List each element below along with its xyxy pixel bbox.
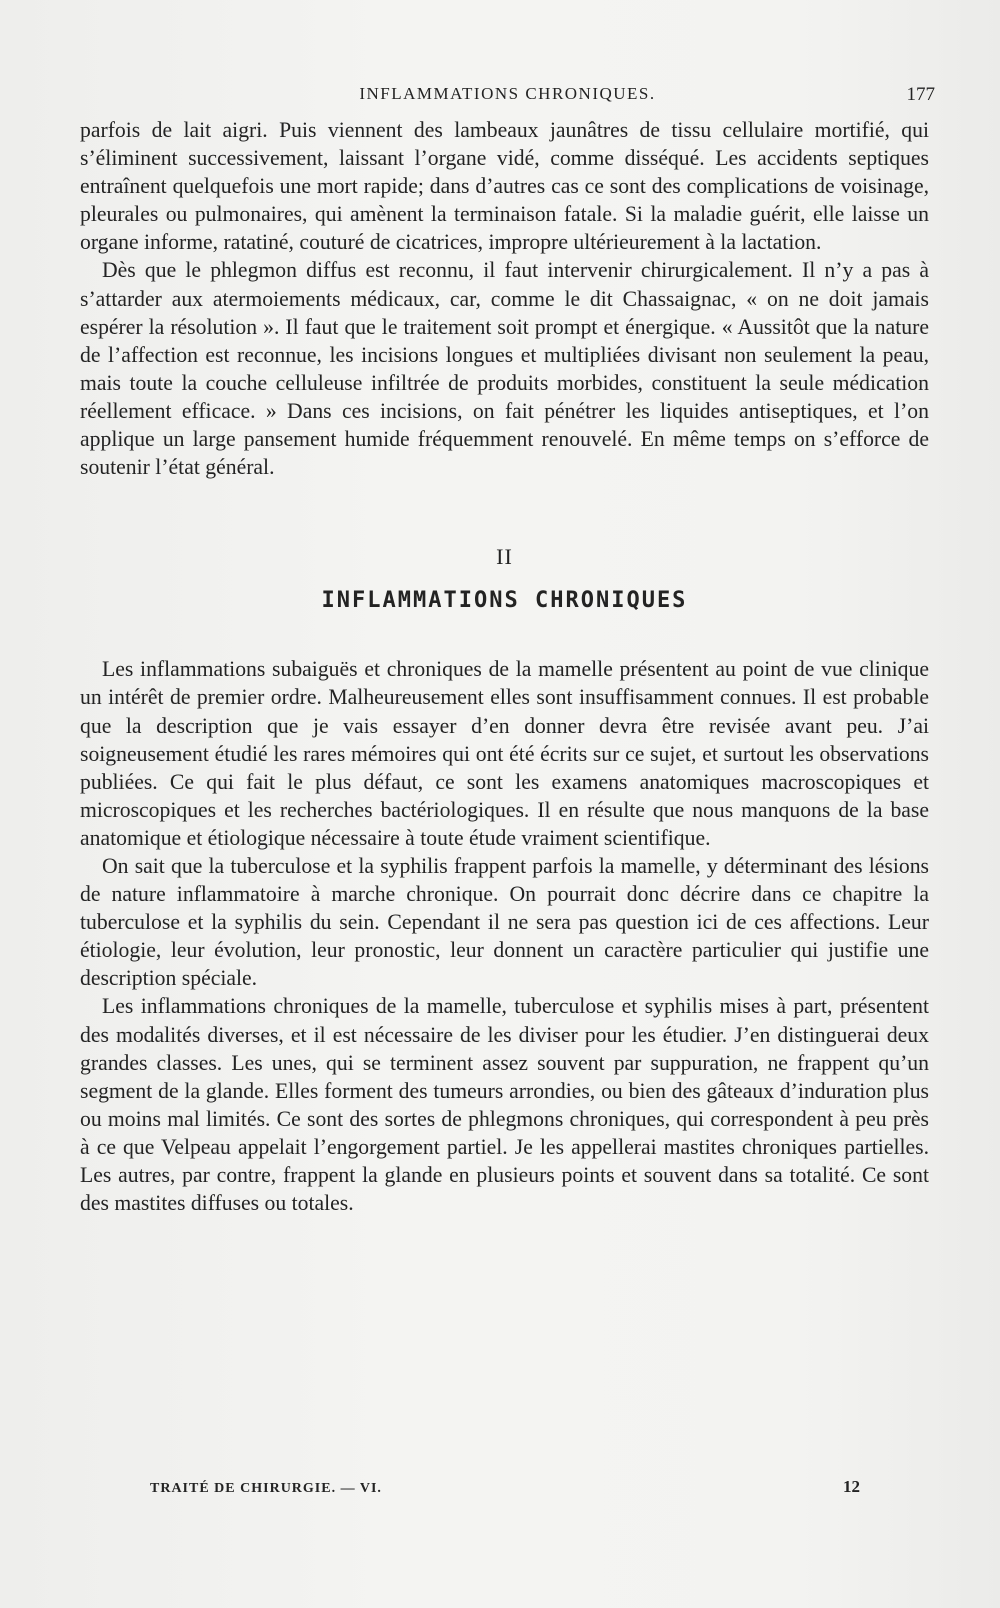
page-number: 177 xyxy=(906,84,935,105)
footer xyxy=(150,1477,860,1507)
running-head xyxy=(80,84,935,114)
paragraph-treatment: Dès que le phlegmon diffus est reconnu, il faut intervenir chirurgicalement. Il n’y a pas à s’attarder aux atermoiements médicaux, car, comme le dit Chassaignac, « on ne doit jamais espérer la résolution ». Il faut que le traitement soit prompt et énergique. « Aussitôt que la nature de l’affection est reconnue, les incisions longues et multipliées divisant non seulement la peau, mais toute la couche celluleuse infiltrée de produits morbides, constituent la seule médication réellement efficace. » Dans ces incisions, on fait pénétrer les liquides antiseptiques, et l’on applique un large pansement humide fréquemment renouvelé. En même temps on s’efforce de soutenir l’état général. xyxy=(80,258,929,480)
signature-mark: 12 xyxy=(843,1477,860,1496)
paragraph-tuberculose: On sait que la tuberculose et la syphilis frappent parfois la mamelle, y déterminant des lésions de nature inflammatoire à marche chronique. On pourrait donc décrire dans ce chapitre la tuberculose et la syphilis du sein. Cependant il ne sera pas question ici de ces affections. Leur étiologie, leur évolution, leur pronostic, leur donnent un caractère particulier qui justifie une description spéciale. xyxy=(80,853,929,991)
section-number: II xyxy=(496,544,513,570)
paragraph-continued: parfois de lait aigri. Puis viennent des lambeaux jaunâtres de tissu cellulaire mortifié, qui s’éliminent successivement, laissant l’organe vidé, comme disséqué. Les accidents septiques entraînent quelquefois une mort rapide; dans d’autres cas ce sont des complications de voisinage, pleurales ou pulmonaires, qui amènent la terminaison fatale. Si la maladie guérit, elle laisse un organe informe, ratatiné, couturé de cicatrices, impropre ultérieurement à la lactation. xyxy=(80,118,929,255)
paragraph-intro: Les inflammations subaiguës et chroniques de la mamelle présentent au point de vue clinique un intérêt de premier ordre. Malheureusement elles sont insuffisamment connues. Il est probable que la description que je vais essayer d’en donner devra être revisée avant peu. J’ai soigneusement étudié les rares mémoires qui ont été écrits sur ce sujet, et surtout les observations publiées. Ce qui fait le plus défaut, ce sont les examens anatomiques macroscopiques et microscopiques et les recherches bactériologiques. Il en résulte que nous manquons de la base anatomique et étiologique nécessaire à toute étude vraiment scientifique. xyxy=(80,657,929,850)
footer-book-title: TRAITÉ DE CHIRURGIE. — VI. xyxy=(150,1481,382,1496)
text-block xyxy=(80,116,929,1217)
running-title: INFLAMMATIONS CHRONIQUES. xyxy=(359,84,656,103)
paragraph-classification: Les inflammations chroniques de la mamelle, tuberculose et syphilis mises à part, présentent des modalités diverses, et il est nécessaire de les diviser pour les étudier. J’en distinguerai deux grandes classes. Les unes, qui se terminent assez souvent par suppuration, ne frappent qu’un segment de la glande. Elles forment des tumeurs arrondies, ou bien des gâteaux d’induration plus ou moins mal limités. Ce sont des sortes de phlegmons chroniques, qui correspondent à peu près à ce que Velpeau appelait l’engorgement partiel. Je les appellerai mastites chroniques partielles. Les autres, par contre, frappent la glande en plusieurs points et souvent dans sa totalité. Ce sont des mastites diffuses ou totales. xyxy=(80,994,929,1216)
section-title: INFLAMMATIONS CHRONIQUES xyxy=(321,588,688,614)
